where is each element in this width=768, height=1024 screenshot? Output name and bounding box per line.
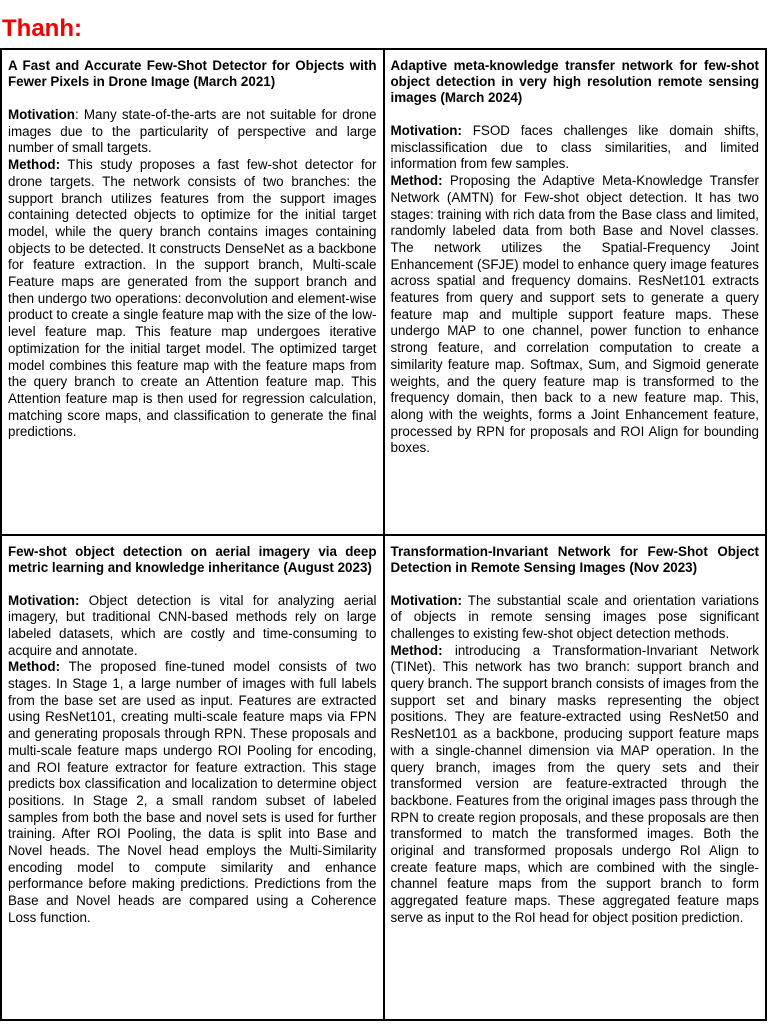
motivation-paragraph [8,107,377,157]
motivation-label: Motivation: [8,592,80,608]
motivation-label: Motivation: [390,123,462,138]
motivation-paragraph [391,593,760,643]
paper-title: Adaptive meta-knowledge transfer network for few-shot object detection in very high resolution remote sensing images (March 2024) [390,58,759,105]
method-label: Method: [8,659,61,675]
table-row [1,535,766,1021]
motivation-paragraph [391,123,760,173]
method-label: Method: [390,173,443,189]
method-paragraph [8,157,377,441]
method-text: This study proposes a fast few-shot detector for drone targets. The network consists of two branches: the support branch utilizes features from the support images containing detected objects to optimize for the initial target model, while the query branch contains images containing objects to be detected. It constructs DenseNet as a backbone for feature extraction. In the support branch, Multi-scale Feature maps are generated from the support branch and then undergo two operations: deconvolution and element-wise product to create a single feature map with the size of the low-level feature map. This feature map undergoes iterative optimization for the initial target model. The optimized target model combines this feature map with the feature maps from the query branch to create an Attention feature map. This Attention feature map is then used for regression calculation, matching score maps, and classification to generate the final predictions. [8,157,377,440]
table-row [1,49,766,535]
paper-summary-table [0,48,767,1021]
paper-title: Transformation-Invariant Network for Few-Shot Object Detection in Remote Sensing Images (Nov 2023) [390,543,759,575]
method-text: introducing a Transformation-Invariant Network (TINet). This network has two branch: support branch and query branch. The support branch consists of images from the support set and binary masks representing the object positions. They are feature-extracted using ResNet50 and ResNet101 as a backbone, producing support feature maps with a single-channel dimension via MAP operation. In the query branch, images from the query sets and their transformed version are feature-extracted through the backbone. Features from the original images pass through the RPN to create region proposals, and these proposals are then transformed to match the transformed images. Both the original and transformed proposals undergo RoI Align to create feature maps, which are combined with the single-channel feature maps from the support branch to form aggregated feature maps. These aggregated feature maps serve as input to the RoI head for object position prediction. [390,642,759,925]
method-paragraph [391,643,760,927]
method-paragraph [391,173,760,457]
motivation-text: Object detection is vital for analyzing aerial imagery, but traditional CNN-based methods rely on large labeled datasets, which are costly and time-consuming to acquire and annotate. [8,592,377,658]
paper-cell-4 [384,535,767,1021]
motivation-text: FSOD faces challenges like domain shifts, misclassification due to class similarities, and limited information from few samples. [390,123,759,172]
motivation-text: The substantial scale and orientation variations of objects in remote sensing images pose significant challenges to existing few-shot object detection methods. [390,592,759,641]
method-label: Method: [8,157,61,173]
author-heading: Thanh: [2,15,82,42]
method-label: Method: [390,642,443,658]
motivation-paragraph [8,593,377,660]
paper-title: Few-shot object detection on aerial imagery via deep metric learning and knowledge inheritance (August 2023) [8,543,377,575]
paper-title: A Fast and Accurate Few-Shot Detector for Objects with Fewer Pixels in Drone Image (March 2021) [8,58,377,89]
method-text: Proposing the Adaptive Meta-Knowledge Transfer Network (AMTN) for Few-shot object detection. It has two stages: training with rich data from the Base class and limited, randomly labeled data from both Base and Novel classes. The network utilizes the Spatial-Frequency Joint Enhancement (SFJE) model to enhance query image features across spatial and frequency domains. ResNet101 extracts features from query and support sets to generate a query feature map and multiple support feature maps. These undergo MAP to one channel, power function to enhance strong feature, and correlation computation to create a similarity feature map. Softmax, Sum, and Sigmoid generate weights, and the query feature map is transformed to the frequency domain, then back to a new feature map. This, along with the weights, forms a Joint Enhancement feature, processed by RPN for proposals and ROI Align for bounding boxes. [390,173,759,456]
method-text: The proposed fine-tuned model consists of two stages. In Stage 1, a large number of images with full labels from the base set are used as input. Features are extracted using ResNet101, creating multi-scale feature maps via FPN and generating proposals through RPN. These proposals and multi-scale feature maps undergo ROI Pooling for encoding, and ROI feature extractor for feature extraction. This stage predicts box classification and localization to determine object positions. In Stage 2, a small random subset of labeled samples from both the base and novel sets is used for further training. After ROI Pooling, the data is split into Base and Novel heads. The Novel head employs the Multi-Similarity encoding model to compute similarity and enhance performance before making predictions. Predictions from the Base and Novel heads are compared using a Coherence Loss function. [8,659,377,925]
motivation-label: Motivation [8,107,75,122]
paper-cell-2 [384,49,767,535]
motivation-label: Motivation: [390,592,462,608]
paper-cell-3 [1,535,384,1021]
method-paragraph [8,659,377,926]
paper-cell-1 [1,49,384,535]
motivation-text: : Many state-of-the-arts are not suitable for drone images due to the particularity of perspective and large number of small targets. [8,107,377,156]
